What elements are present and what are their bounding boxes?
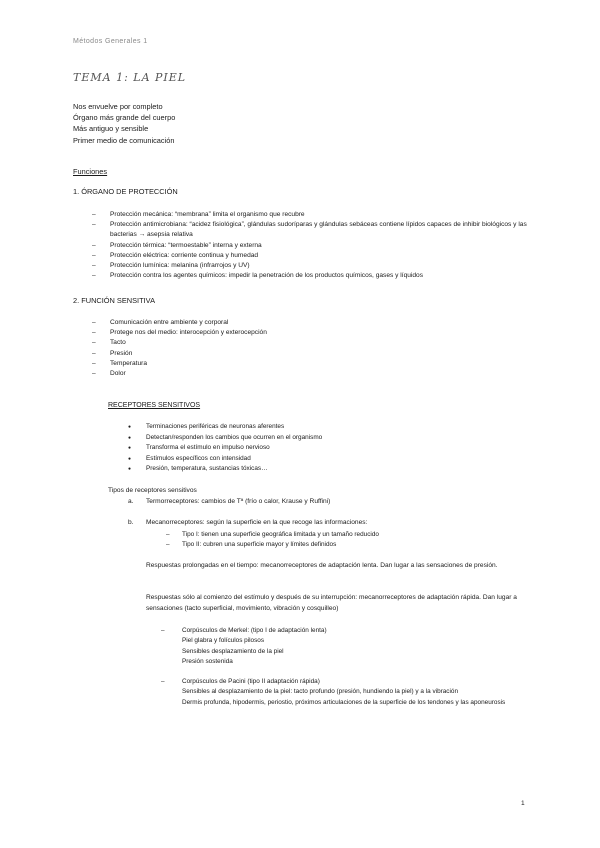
list-item: – Tipo II: cubren una superficie mayor y límites definidos bbox=[166, 540, 379, 550]
tipos-item-b bbox=[128, 519, 367, 526]
tipos-heading: Tipos de receptores sensitivos bbox=[108, 487, 197, 494]
intro-line: Más antiguo y sensible bbox=[73, 124, 149, 134]
list-item: – Protección mecánica: “membrana” limita el organismo que recubre bbox=[92, 210, 532, 220]
merkel-heading: – Corpúsculos de Merkel: (tipo I de adaptación lenta) bbox=[182, 627, 327, 634]
intro-line: Órgano más grande del cuerpo bbox=[73, 113, 176, 123]
intro-line: Nos envuelve por completo bbox=[73, 102, 163, 111]
receptores-heading: RECEPTORES SENSITIVOS bbox=[108, 402, 201, 409]
pacini-line: Sensibles al desplazamiento de la piel: tacto profundo (presión, hundiendo la piel) y a la vibración bbox=[182, 688, 459, 696]
item-text: Termorreceptores: cambios de Tª (frío o calor, Krause y Ruffini) bbox=[146, 498, 331, 505]
section-1-heading: 1. ÓRGANO DE PROTECCIÓN bbox=[73, 187, 178, 196]
merkel-line: Presión sostenida bbox=[182, 658, 233, 666]
list-item: – Temperatura bbox=[92, 359, 532, 369]
item-label: a. bbox=[128, 498, 134, 505]
pacini-line: Dermis profunda, hipodermis, periostio, próximos articulaciones de la superficie de los tendones y las aponeurosis bbox=[182, 698, 506, 706]
mecano-tipo-list bbox=[166, 530, 379, 551]
page-title: TEMA 1: LA PIEL bbox=[73, 71, 187, 84]
list-item: – Protección lumínica: melanina (infrarrojos y UV) bbox=[92, 261, 532, 271]
list-item: – Dolor bbox=[92, 369, 532, 379]
list-item: ● Transforma el estímulo en impulso nervioso bbox=[128, 443, 322, 454]
paragraph-adaptacion-rapida: Respuestas sólo al comienzo del estímulo y después de su interrupción: mecanorreceptores de adaptación rápida. Dan lugar a sensaciones (tacto superficial, movimiento, vibración y cosquilleo) bbox=[146, 594, 517, 612]
list-item: – Comunicación entre ambiente y corporal bbox=[92, 318, 532, 328]
item-label: b. bbox=[128, 519, 134, 526]
list-item: – Presión bbox=[92, 349, 532, 359]
list-item: – Protección térmica: “termoestable” interna y externa bbox=[92, 241, 532, 251]
pacini-heading: – Corpúsculos de Pacini (tipo II adaptación rápida) bbox=[182, 678, 320, 685]
list-item: ● Terminaciones periféricas de neuronas aferentes bbox=[128, 422, 322, 433]
section-2-list bbox=[92, 318, 532, 379]
paragraph-adaptacion-lenta: Respuestas prolongadas en el tiempo: mecanorreceptores de adaptación lenta. Dan lugar a las sensaciones de presión. bbox=[146, 562, 498, 569]
intro-line: Primer medio de comunicación bbox=[73, 135, 175, 145]
page-header: Métodos Generales 1 bbox=[73, 38, 148, 45]
merkel-line: Piel glabra y folículos pilosos bbox=[182, 637, 265, 645]
pacini-block bbox=[166, 677, 536, 708]
intro-lines bbox=[73, 101, 175, 146]
section-2-heading: 2. FUNCIÓN SENSITIVA bbox=[73, 296, 155, 305]
merkel-block bbox=[166, 626, 536, 668]
list-item: – Tipo I: tienen una superficie geográfica limitada y un tamaño reducido bbox=[166, 530, 379, 540]
list-item: – Tacto bbox=[92, 338, 532, 348]
list-item: ● Estímulos específicos con intensidad bbox=[128, 454, 322, 465]
list-item: ● Presión, temperatura, sustancias tóxicas… bbox=[128, 464, 322, 475]
receptores-list bbox=[128, 422, 322, 475]
page-number: 1 bbox=[521, 800, 525, 807]
item-text: Mecanorreceptores: según la superficie en la que recoge las informaciones: bbox=[146, 519, 368, 526]
tipos-item-a bbox=[128, 498, 330, 505]
list-item: – Protege nos del medio: interocepción y exterocepción bbox=[92, 328, 532, 338]
list-item: – Protección contra los agentes químicos: impedir la penetración de los productos químicos, gases y líquidos bbox=[92, 271, 532, 281]
list-item: – Protección eléctrica: corriente continua y humedad bbox=[92, 251, 532, 261]
merkel-line: Sensibles desplazamiento de la piel bbox=[182, 647, 284, 655]
merkel-heading-row bbox=[166, 626, 536, 636]
list-item: – Protección antimicrobiana: “acidez fisiológica”, glándulas sudoríparas y glándulas sebáceas contiene lípidos capaces de inhibir biológicos y las bacterias → asepsia relativa bbox=[92, 220, 532, 240]
pacini-heading-row bbox=[166, 677, 536, 687]
section-1-list bbox=[92, 210, 532, 281]
funciones-heading: Funciones bbox=[73, 167, 108, 176]
list-item: ● Detectan/responden los cambios que ocurren en el organismo bbox=[128, 433, 322, 444]
